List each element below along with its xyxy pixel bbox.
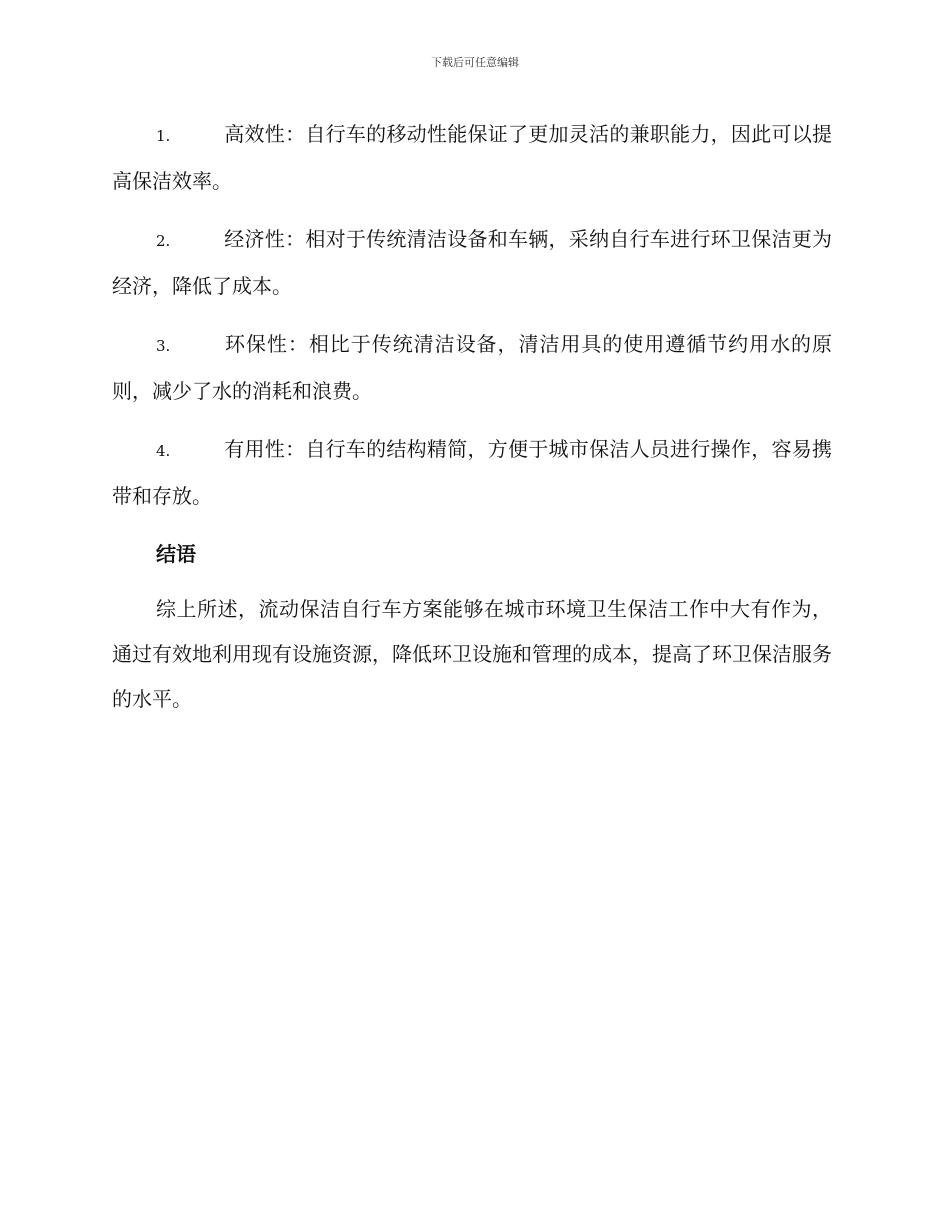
list-item xyxy=(112,217,832,309)
list-item-text: 有用性：自行车的结构精简，方便于城市保洁人员进行操作，容易携带和存放。 xyxy=(112,437,832,508)
list-item-text: 环保性：相比于传统清洁设备，清洁用具的使用遵循节约用水的原则，减少了水的消耗和浪费。 xyxy=(112,332,832,403)
list-item-number: 3. xyxy=(156,337,171,355)
conclusion-paragraph: 综上所述，流动保洁自行车方案能够在城市环境卫生保洁工作中大有作为，通过有效地利用现有设施资源，降低环卫设施和管理的成本，提高了环卫保洁服务的水平。 xyxy=(112,597,832,711)
page-header-note: 下载后可任意编辑 xyxy=(431,56,519,69)
list-item-number: 2. xyxy=(156,232,171,250)
list-item-text: 高效性：自行车的移动性能保证了更加灵活的兼职能力，因此可以提高保洁效率。 xyxy=(112,122,832,193)
list-item-text: 经济性：相对于传统清洁设备和车辆，采纳自行车进行环卫保洁更为经济，降低了成本。 xyxy=(112,227,832,298)
list-item xyxy=(112,322,832,414)
list-item-number: 4. xyxy=(156,442,171,460)
list-item xyxy=(112,112,832,204)
document-body xyxy=(112,112,832,722)
list-item xyxy=(112,427,832,519)
conclusion-heading: 结语 xyxy=(156,542,196,566)
list-item-number: 1. xyxy=(156,127,171,145)
